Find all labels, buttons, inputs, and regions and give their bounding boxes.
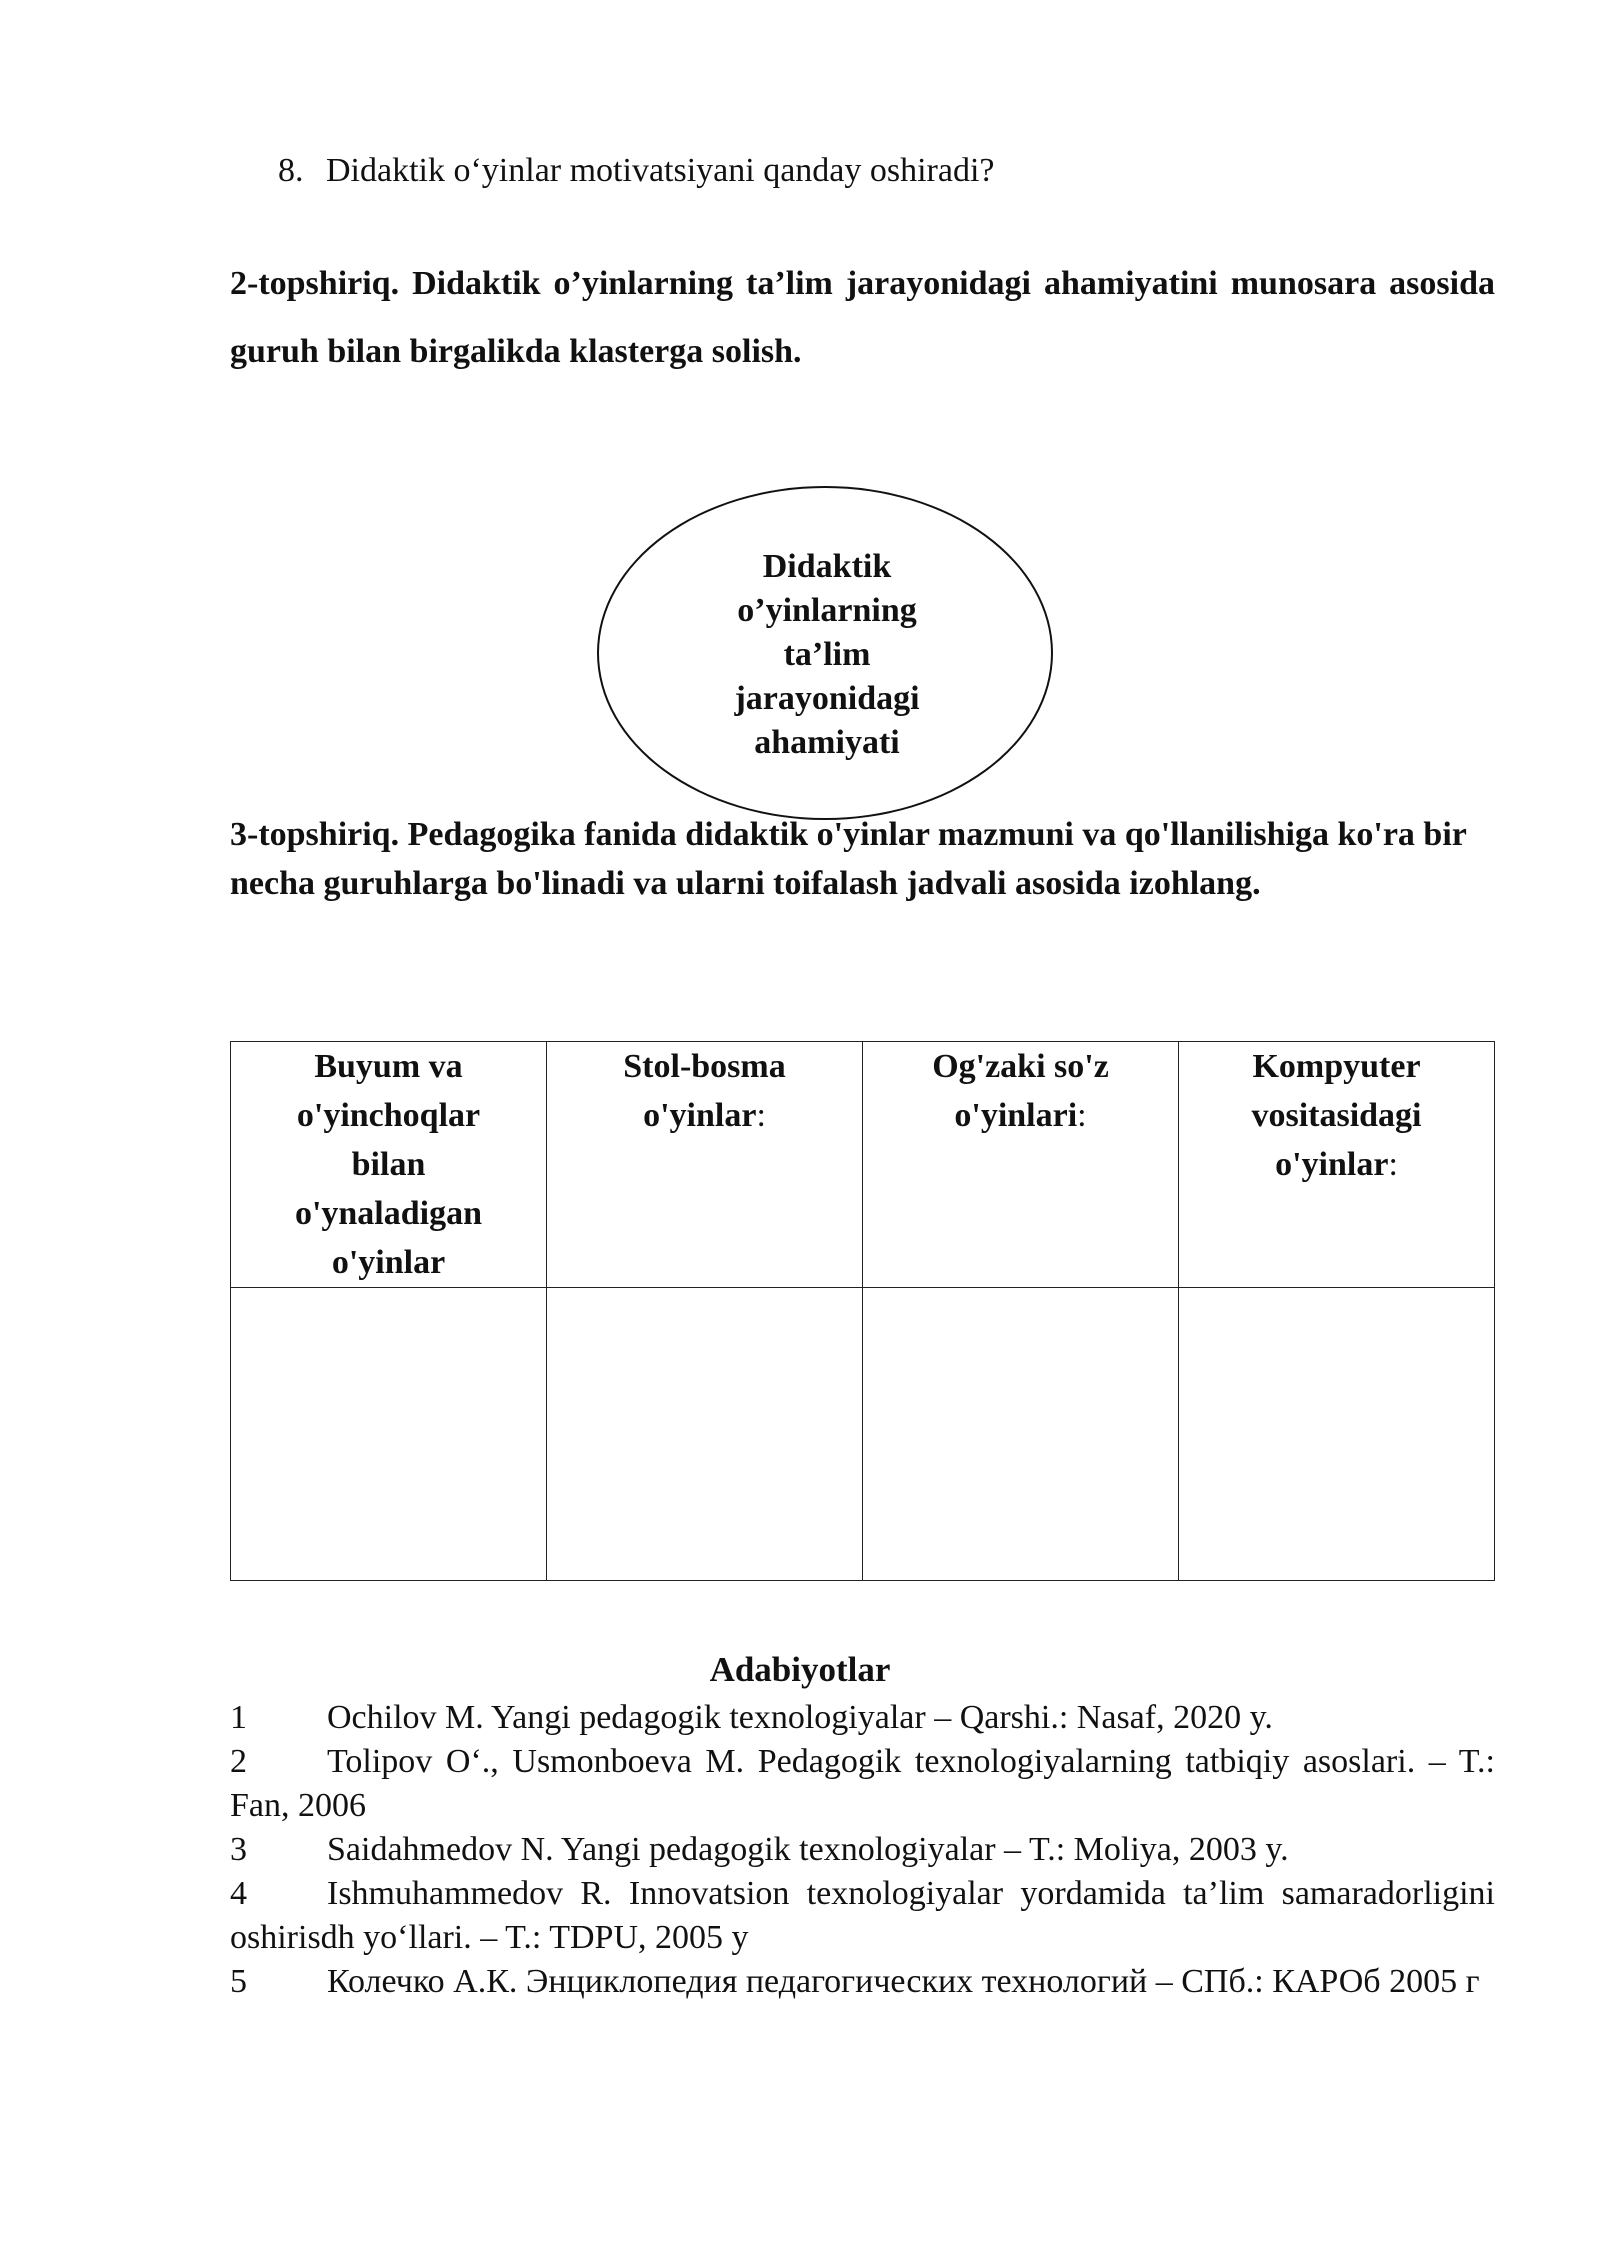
cluster-line: o’yinlarning bbox=[737, 592, 917, 629]
header-cell-computer-games bbox=[1179, 1042, 1495, 1288]
header-line: o'yinlari: bbox=[954, 1097, 1087, 1134]
literature-title: Adabiyotlar bbox=[709, 1650, 891, 1689]
header-cell-word-games bbox=[863, 1042, 1179, 1288]
cluster-center-label bbox=[697, 545, 957, 765]
classification-table bbox=[230, 1041, 1495, 1581]
empty-cell[interactable] bbox=[231, 1288, 547, 1581]
table-row bbox=[231, 1288, 1495, 1581]
header-line: o'yinlar bbox=[331, 1244, 446, 1281]
task-2-heading: 2-topshiriq. Didaktik o’yinlarning ta’lim jarayonidagi ahamiyatini munosara asosida guruh bilan birgalikda klasterga solish. bbox=[230, 265, 1495, 370]
list-item: 2 Tolipov O‘., Usmonboeva M. Pedagogik texnologiyalarning tatbiqiy asoslari. – T.: Fan, 2006 bbox=[230, 1743, 1495, 1824]
list-item: 3 Saidahmedov N. Yangi pedagogik texnologiyalar – T.: Moliya, 2003 y. bbox=[230, 1831, 1289, 1868]
header-cell-board-games bbox=[547, 1042, 863, 1288]
empty-cell[interactable] bbox=[863, 1288, 1179, 1581]
question-number: 8. bbox=[278, 152, 304, 189]
header-line: o'ynaladigan bbox=[294, 1195, 483, 1232]
header-line: o'yinlar: bbox=[1275, 1146, 1398, 1183]
list-item: 4 Ishmuhammedov R. Innovatsion texnologiyalar yordamida ta’lim samaradorligini oshirisdh yo‘llari. – T.: TDPU, 2005 y bbox=[230, 1875, 1495, 1956]
header-line: o'yinchoqlar bbox=[296, 1097, 481, 1134]
cluster-line: jarayonidagi bbox=[734, 680, 920, 717]
list-item: 1 Ochilov M. Yangi pedagogik texnologiyalar – Qarshi.: Nasaf, 2020 y. bbox=[230, 1699, 1273, 1736]
task-3-heading: 3-topshiriq. Pedagogika fanida didaktik o'yinlar mazmuni va qo'llanilishiga ko'ra bir necha guruhlarga bo'linadi va ularni toifalash jadvali asosida izohlang. bbox=[230, 816, 1467, 902]
cluster-line: Didaktik bbox=[762, 548, 892, 585]
header-line: Kompyuter bbox=[1252, 1048, 1421, 1085]
table-header-row bbox=[231, 1042, 1495, 1288]
header-line: vositasidagi bbox=[1251, 1097, 1422, 1134]
header-line: o'yinlar: bbox=[643, 1097, 766, 1134]
header-line: Og'zaki so'z bbox=[932, 1048, 1109, 1085]
cluster-line: ta’lim bbox=[783, 636, 871, 673]
empty-cell[interactable] bbox=[1179, 1288, 1495, 1581]
list-item: 5 Колечко А.К. Энциклопедия педагогических технологий – СПб.: КАРОб 2005 г bbox=[230, 1963, 1480, 2000]
header-line: bilan bbox=[351, 1146, 426, 1183]
question-text: Didaktik o‘yinlar motivatsiyani qanday oshiradi? bbox=[326, 152, 995, 189]
header-cell-objects-toys bbox=[231, 1042, 547, 1288]
literature-list bbox=[230, 1696, 1495, 2004]
header-line: Buyum va bbox=[314, 1048, 463, 1085]
cluster-line: ahamiyati bbox=[754, 724, 900, 761]
header-line: Stol-bosma bbox=[623, 1048, 786, 1085]
question-8 bbox=[278, 152, 995, 190]
empty-cell[interactable] bbox=[547, 1288, 863, 1581]
